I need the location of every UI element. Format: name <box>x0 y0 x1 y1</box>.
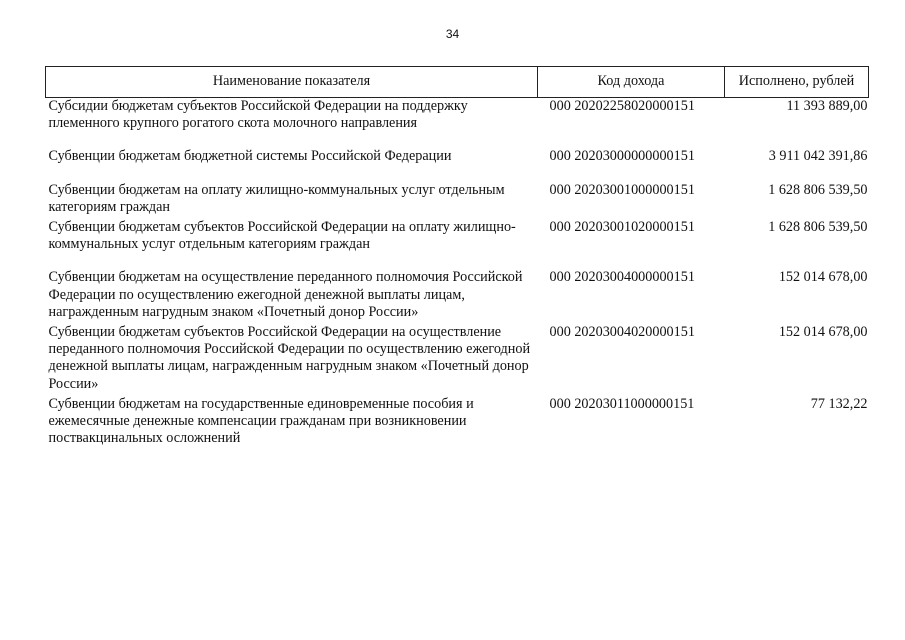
row-sum: 152 014 678,00 <box>778 269 868 286</box>
row-code: 000 20203000000000151 <box>549 148 695 165</box>
row-spacer <box>46 253 869 269</box>
row-name: Субсидии бюджетам субъектов Российской Федерации на поддержку племенного крупного рогатого скота молочного направления <box>48 98 468 132</box>
row-sum: 77 132,22 <box>810 395 868 412</box>
row-name: Субвенции бюджетам на осуществление переданного полномочия Российской Федерации по осуществлению ежегодной денежной выплаты лицам, награжденным нагрудным знаком «Почетный донор России» <box>48 269 523 320</box>
table-row <box>46 148 869 165</box>
row-name: Субвенции бюджетам на государственные единовременные пособия и ежемесячные денежные компенсации гражданам при возникновении поствакцинальных осложнений <box>48 395 474 447</box>
row-code: 000 20203004000000151 <box>549 269 695 286</box>
row-spacer <box>46 166 869 182</box>
table-row <box>46 182 869 216</box>
row-code: 000 20203004020000151 <box>549 324 695 341</box>
row-name: Субвенции бюджетам на оплату жилищно-коммунальных услуг отдельным категориям граждан <box>48 181 505 215</box>
row-code: 000 20203001000000151 <box>549 181 695 198</box>
row-code: 000 20203011000000151 <box>549 395 695 412</box>
row-code: 000 20203001020000151 <box>549 219 695 236</box>
row-sum: 1 628 806 539,50 <box>768 219 868 236</box>
header-code: Код дохода <box>538 67 725 98</box>
header-sum: Исполнено, рублей <box>725 67 869 98</box>
header-name: Наименование показателя <box>46 67 538 98</box>
revenue-table <box>45 66 869 447</box>
row-name: Субвенции бюджетам субъектов Российской Федерации на осуществление переданного полномочия Российской Федерации по осуществлению ежегодной денежной выплаты лицам, награжденным нагрудным знаком «Почетный донор России» <box>48 324 531 392</box>
page-number: 34 <box>445 27 460 41</box>
row-spacer <box>46 132 869 148</box>
table-row <box>46 396 869 448</box>
table-header-row <box>46 67 869 98</box>
table-row <box>46 98 869 133</box>
row-name: Субвенции бюджетам субъектов Российской Федерации на оплату жилищно-коммунальных услуг отдельным категориям граждан <box>48 219 516 253</box>
row-sum: 1 628 806 539,50 <box>768 181 868 198</box>
row-sum: 11 393 889,00 <box>786 98 868 114</box>
row-sum: 152 014 678,00 <box>778 324 868 341</box>
table-row <box>46 219 869 253</box>
table-row <box>46 269 869 321</box>
row-name: Субвенции бюджетам бюджетной системы Российской Федерации <box>48 148 452 165</box>
row-sum: 3 911 042 391,86 <box>768 148 868 165</box>
table-row <box>46 324 869 393</box>
row-code: 000 20202258020000151 <box>549 98 695 114</box>
